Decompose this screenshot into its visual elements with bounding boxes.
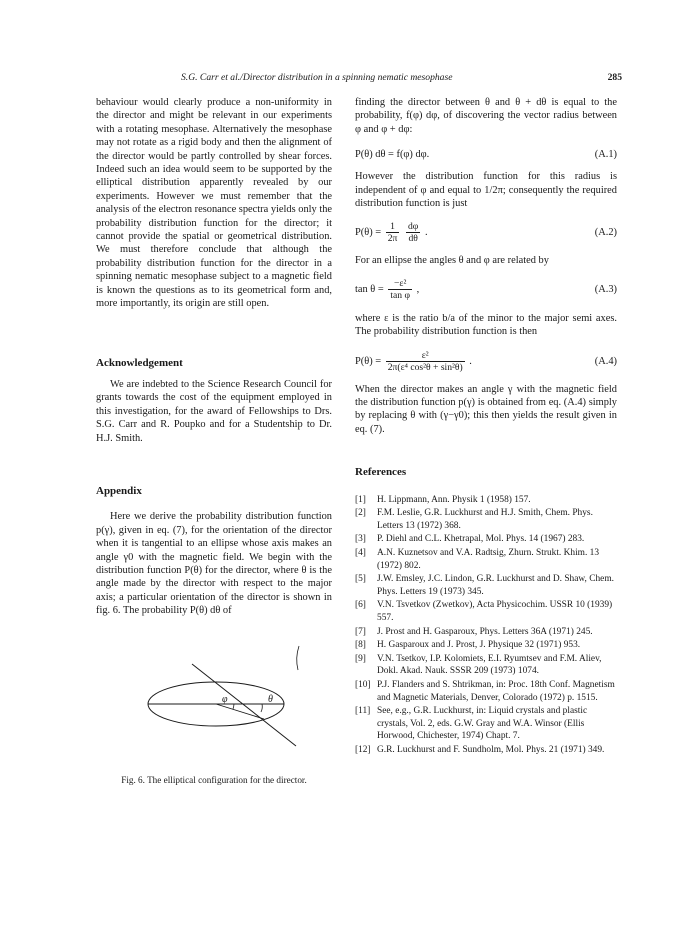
equation-lhs: tan θ =	[355, 284, 384, 296]
reference-number: [1]	[355, 494, 366, 505]
reference-number: [8]	[355, 640, 366, 651]
body-paragraph: where ε is the ratio b/a of the minor to the major semi axes. The probability distribution function is then	[355, 312, 617, 338]
reference-item	[355, 744, 617, 757]
equation-a1	[355, 142, 617, 166]
fraction: $\frac{1}{2\pi}$	[387, 220, 398, 244]
ellipse-diagram	[96, 632, 332, 760]
reference-number: [11]	[355, 706, 371, 717]
reference-number: [7]	[355, 626, 366, 637]
page-number: 285	[607, 72, 622, 83]
equation-lhs: P(θ) =	[355, 226, 382, 238]
reference-item	[355, 705, 617, 743]
reference-item	[355, 653, 617, 678]
reference-text: F.M. Leslie, G.R. Luckhurst and H.J. Smith, Chem. Phys. Letters 13 (1972) 368.	[377, 508, 593, 531]
reference-text: J.W. Emsley, J.C. Lindon, G.R. Luckhurst and D. Shaw, Chem. Phys. Letters 19 (1973) 345.	[377, 574, 614, 597]
reference-item	[355, 573, 617, 598]
reference-number: [2]	[355, 508, 366, 519]
field-mark	[297, 646, 299, 670]
phi-arc	[233, 704, 234, 709]
reference-list	[355, 494, 617, 757]
reference-number: [6]	[355, 600, 366, 611]
reference-item	[355, 679, 617, 704]
reference-number: [4]	[355, 548, 366, 559]
equation-number: (A.1)	[594, 148, 617, 160]
body-paragraph: finding the director between θ and θ + dθ is equal to the probability, f(φ) dφ, of discovering the vector radius between φ and φ + dφ:	[355, 97, 617, 135]
figure-6	[96, 632, 332, 784]
equation-a3: tan θ = $\frac{\text{−ε²}}{\text{tan φ}}$ , (A.3)	[355, 278, 617, 302]
body-paragraph: behaviour would clearly produce a non-uniformity in the director and might be relevant in our experiments with a rotating mesophase. Alternatively the mesophase may not rotate as a rigid body and then the alignment of the director would be partly controlled by shear forces. Indeed such an idea would seem to be supported by the elliptical distribution apparently revealed by our experiments. However we must remember that the analysis of the electron resonance spectra yields only the probability distribution function for the director; it cannot provide the spatial or geometrical distribution. We must therefore conclude that although the probability distribution function for the director in a spinning nematic mesophase subject to a magnetic field is known the questions as to its geometrical form and, more importantly, its origin are still open.	[96, 97, 333, 310]
appendix-text: Here we derive the probability distribution function p(γ), given in eq. (7), for the orientation of the director when it is tangential to an ellipse whose axis makes an angle γ0 with the magnetic field. We begin with the distribution function P(θ) for the director, where θ is the angle made by the director with respect to the major axis; a particular orientation of the director is shown in fig. 6. The probability P(θ) dθ of	[96, 511, 332, 617]
reference-item	[355, 533, 617, 546]
running-header	[96, 72, 670, 88]
reference-item	[355, 626, 617, 639]
reference-number: [3]	[355, 534, 366, 545]
reference-text: H. Lippmann, Ann. Physik 1 (1958) 157.	[377, 494, 531, 505]
reference-item	[355, 599, 617, 624]
fraction: $\frac{\text{ε²}}{\text{2π(ε⁴ cos²θ + sin²θ)}}$	[387, 350, 463, 374]
left-column	[96, 96, 332, 784]
equation-number: (A.2)	[594, 226, 617, 238]
radius-vector	[216, 704, 264, 719]
reference-text: V.N. Tsetkov, I.P. Kolomiets, E.I. Ryumtsev and F.M. Aliev, Dokl. Akad. Nauk. SSSR 209 (1973) 1074.	[377, 653, 602, 677]
reference-item	[355, 507, 617, 532]
reference-item	[355, 547, 617, 572]
body-paragraph: For an ellipse the angles θ and φ are related by	[355, 255, 549, 267]
director-line	[192, 664, 296, 746]
appendix-heading: Appendix	[96, 484, 142, 497]
reference-number: [12]	[355, 744, 371, 755]
reference-text: G.R. Luckhurst and F. Sundholm, Mol. Phys. 21 (1971) 349.	[377, 744, 605, 755]
body-paragraph: However the distribution function for this radius is independent of φ and equal to 1/2π; consequently the required distribution function is just	[355, 171, 617, 210]
acknowledgement-text: We are indebted to the Science Research Council for grants towards the cost of the equipment employed in this investigation, for the award of Fellowships to Drs. S.G. Carr and R. Poupko and for a Studentship to Dr. H.J. Smith.	[96, 378, 332, 444]
equation-a4: P(θ) = $\frac{\text{ε²}}{\text{2π(ε⁴ cos²θ + sin²θ)}}$ . (A.4)	[355, 350, 617, 374]
fraction: $\frac{d\varphi}{d\theta}$	[408, 220, 419, 244]
references-heading: References	[355, 466, 407, 479]
reference-text: See, e.g., G.R. Luckhurst, in: Liquid crystals and plastic crystals, Vol. 2, eds. G.W. Gray and W.A. Winsor (Ellis Horwood, Chichester, 1974) Chapt. 7.	[377, 706, 588, 742]
reference-text: H. Gasparoux and J. Prost, J. Physique 32 (1971) 953.	[377, 640, 581, 651]
theta-arc	[261, 704, 262, 712]
equation-a2: P(θ) = $\frac{1}{2\pi}$ $\frac{d\varphi}{d\theta}$ . (A.2)	[355, 220, 617, 244]
equation-number: (A.4)	[594, 355, 617, 367]
reference-text: V.N. Tsvetkov (Zwetkov), Acta Physicochim. USSR 10 (1939) 557.	[377, 600, 613, 624]
reference-text: P. Diehl and C.L. Khetrapal, Mol. Phys. 14 (1967) 283.	[377, 534, 585, 545]
reference-number: [5]	[355, 574, 366, 585]
fraction: $\frac{\text{−ε²}}{\text{tan φ}}$	[390, 278, 410, 302]
reference-text: P.J. Flanders and S. Shtrikman, in: Proc. 18th Conf. Magnetism and Magnetic Materials, Denver, Colorado (1972) p. 1515.	[377, 680, 615, 703]
reference-text: A.N. Kuznetsov and V.A. Radtsig, Zhurn. Strukt. Khim. 13 (1972) 802.	[377, 548, 600, 571]
reference-item	[355, 494, 617, 507]
equation-lhs: P(θ) =	[355, 356, 382, 368]
running-title: S.G. Carr et al./Director distribution in a spinning nematic mesophase	[181, 72, 453, 83]
reference-number: [9]	[355, 653, 366, 664]
body-paragraph: When the director makes an angle γ with the magnetic field the distribution function p(γ) is obtained from eq. (A.4) simply by replacing θ with (γ−γ0); this then yields the result given in eq. (7).	[355, 383, 617, 435]
reference-item	[355, 639, 617, 652]
equation-number: (A.3)	[594, 284, 617, 296]
reference-text: J. Prost and H. Gasparoux, Phys. Letters 36A (1971) 245.	[377, 626, 593, 637]
equation-a1-body: P(θ) dθ = f(φ) dφ.	[355, 148, 430, 160]
theta-label: θ	[268, 693, 273, 705]
reference-number: [10]	[355, 680, 371, 690]
figure-caption: Fig. 6. The elliptical configuration for the director.	[121, 775, 307, 785]
right-column	[355, 96, 617, 758]
acknowledgement-heading: Acknowledgement	[96, 356, 183, 369]
phi-label: φ	[222, 693, 228, 705]
